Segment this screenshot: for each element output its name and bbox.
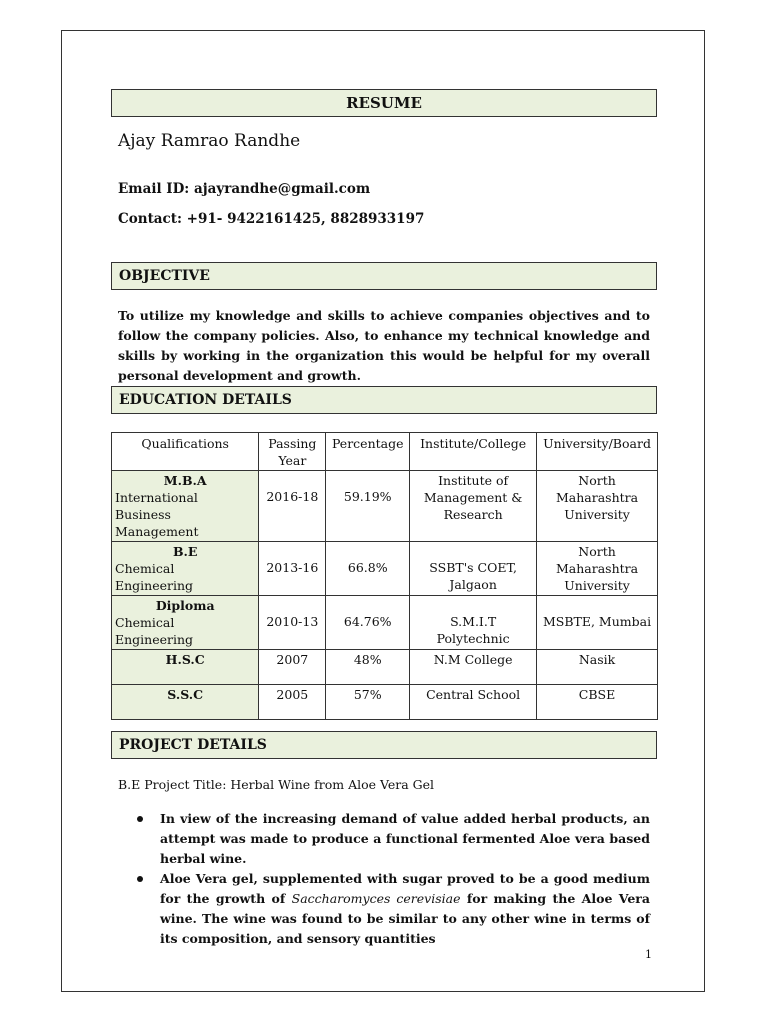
education-heading-text: EDUCATION DETAILS xyxy=(119,392,292,408)
board-value: Nasik xyxy=(578,652,616,667)
year-value: 2016-18 xyxy=(266,489,319,504)
board-cell xyxy=(537,471,658,542)
bullet-text: In view of the increasing demand of value added herbal products, an attempt was made to produce a functional fermented Aloe vera based herbal wine. xyxy=(160,811,650,866)
resume-title-band xyxy=(111,89,657,117)
percentage-cell xyxy=(326,596,410,650)
page-number: 1 xyxy=(645,948,652,961)
objective-text: To utilize my knowledge and skills to achieve companies objectives and to follow the company policies. Also, to enhance my technical knowledge and skills by working in the organization this would be helpful for my overall personal development and growth. xyxy=(118,308,650,383)
percentage-value: 59.19% xyxy=(343,489,392,504)
qualification-cell xyxy=(112,542,259,596)
year-value: 2005 xyxy=(276,687,309,702)
qualification-cell xyxy=(112,596,259,650)
percentage-value: 57% xyxy=(353,687,382,702)
qualification-name: B.E xyxy=(172,544,198,559)
project-heading xyxy=(111,731,657,759)
qualification-cell xyxy=(112,650,259,685)
project-title: B.E Project Title: Herbal Wine from Aloe Vera Gel xyxy=(118,777,435,792)
qualification-cell xyxy=(112,471,259,542)
education-table xyxy=(111,432,658,720)
qualification-name: H.S.C xyxy=(165,652,205,667)
institute-cell xyxy=(410,650,537,685)
institute-cell xyxy=(410,596,537,650)
board-value: CBSE xyxy=(578,687,616,702)
board-cell xyxy=(537,650,658,685)
board-value: MSBTE, Mumbai xyxy=(542,614,652,629)
species-name: Saccharomyces cerevisiae xyxy=(291,891,461,906)
qualification-name: S.S.C xyxy=(167,687,204,702)
bullet-icon xyxy=(137,876,143,882)
institute-value: S.M.I.T Polytechnic xyxy=(436,614,510,646)
institute-cell xyxy=(410,542,537,596)
board-cell xyxy=(537,542,658,596)
percentage-value: 48% xyxy=(353,652,382,667)
qualification-cell xyxy=(112,685,259,720)
board-value: North Maharashtra University xyxy=(555,473,639,522)
candidate-name: Ajay Ramrao Randhe xyxy=(118,131,301,151)
year-cell xyxy=(259,650,326,685)
year-cell xyxy=(259,542,326,596)
table-row xyxy=(112,650,658,685)
col-header: Percentage xyxy=(326,433,410,471)
col-header: Passing Year xyxy=(259,433,326,471)
institute-value: SSBT's COET, Jalgaon xyxy=(429,560,517,592)
resume-title: RESUME xyxy=(346,94,422,112)
table-header-row xyxy=(112,433,658,471)
table-row xyxy=(112,685,658,720)
percentage-value: 64.76% xyxy=(343,614,392,629)
board-cell xyxy=(537,596,658,650)
col-header: University/Board xyxy=(537,433,658,471)
list-item xyxy=(160,869,650,949)
project-bullet-list xyxy=(118,809,650,949)
qualification-specialization: Chemical Engineering xyxy=(115,561,194,593)
institute-cell xyxy=(410,685,537,720)
institute-value: Institute of Management & Research xyxy=(423,473,523,522)
bullet-icon xyxy=(137,816,143,822)
institute-value: N.M College xyxy=(433,652,513,667)
institute-value: Central School xyxy=(426,687,521,702)
bullet-text-pre: Aloe Vera gel, supplemented with sugar proved to be a good medium for the growth of xyxy=(160,871,650,906)
percentage-cell xyxy=(326,471,410,542)
board-cell xyxy=(537,685,658,720)
year-value: 2010-13 xyxy=(266,614,319,629)
year-cell xyxy=(259,471,326,542)
objective-heading-text: OBJECTIVE xyxy=(119,268,210,284)
bullet-text-post: for making the Aloe Vera wine. The wine was found to be similar to any other wine in terms of its composition, and sensory quantities xyxy=(160,891,650,946)
percentage-cell xyxy=(326,685,410,720)
objective-heading xyxy=(111,262,657,290)
list-item xyxy=(160,809,650,869)
education-heading xyxy=(111,386,657,414)
institute-cell xyxy=(410,471,537,542)
project-heading-text: PROJECT DETAILS xyxy=(119,737,267,753)
qualification-specialization: Chemical Engineering xyxy=(115,615,194,647)
table-row xyxy=(112,542,658,596)
col-header: Qualifications xyxy=(112,433,259,471)
percentage-cell xyxy=(326,650,410,685)
qualification-specialization: International Business Management xyxy=(115,490,199,539)
qualification-name: M.B.A xyxy=(163,473,207,488)
percentage-cell xyxy=(326,542,410,596)
year-value: 2007 xyxy=(276,652,309,667)
percentage-value: 66.8% xyxy=(347,560,388,575)
year-value: 2013-16 xyxy=(266,560,319,575)
board-value: North Maharashtra University xyxy=(555,544,639,593)
contact-line: Contact: +91- 9422161425, 8828933197 xyxy=(118,211,425,227)
email-line: Email ID: ajayrandhe@gmail.com xyxy=(118,181,371,197)
year-cell xyxy=(259,596,326,650)
qualification-name: Diploma xyxy=(155,598,215,613)
table-row xyxy=(112,596,658,650)
document-page xyxy=(61,30,705,992)
table-row xyxy=(112,471,658,542)
year-cell xyxy=(259,685,326,720)
col-header: Institute/College xyxy=(410,433,537,471)
